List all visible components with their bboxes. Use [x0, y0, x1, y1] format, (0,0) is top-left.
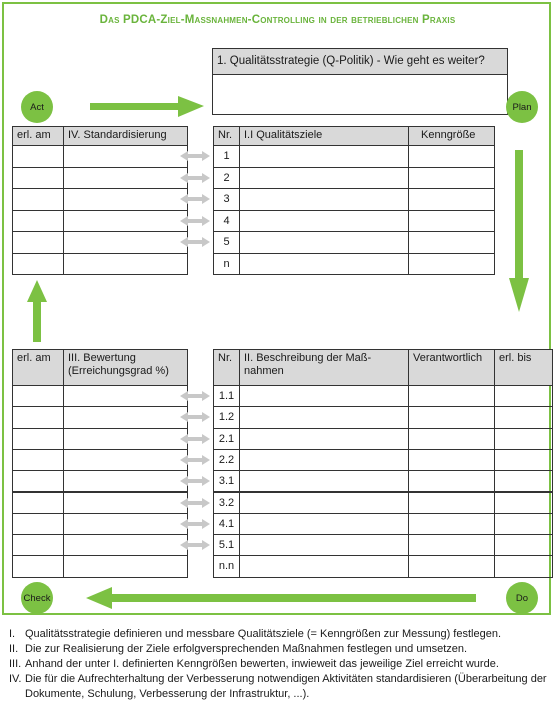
check-circle [21, 582, 53, 614]
do-row-desc [239, 534, 409, 556]
double-arrow-icon [180, 412, 210, 422]
do-row-nr: 1.1 [213, 385, 240, 407]
footnote-text: Die für die Aufrechterhaltung der Verbesserung notwendigen Aktivitäten standardisieren (Überarbeitung der Dokumente, Schulung, Verbesserung der Infrastruktur, ...). [25, 673, 547, 700]
check-row-eval [63, 513, 188, 535]
footnote-item [9, 627, 549, 642]
do-col-nr-header: Nr. [213, 349, 240, 386]
footnotes [9, 627, 549, 702]
plan-row-goal [239, 231, 409, 254]
check-row-eval [63, 428, 188, 450]
check-row-date [12, 449, 64, 471]
act-row-date [12, 145, 64, 168]
act-col-std-header: IV. Standardisierung [63, 126, 188, 146]
check-row-date [12, 555, 64, 577]
do-row-resp [408, 555, 495, 577]
check-row-eval [63, 534, 188, 556]
footnote-item [9, 672, 549, 702]
plan-row-kpi [408, 188, 495, 211]
do-row-resp [408, 406, 495, 428]
plan-row-goal [239, 145, 409, 168]
do-row-desc [239, 492, 409, 514]
double-arrow-icon [180, 391, 210, 401]
plan-row-nr: 1 [213, 145, 240, 168]
check-row-date [12, 492, 64, 514]
check-row-date [12, 428, 64, 450]
check-row-eval [63, 449, 188, 471]
double-arrow-icon [180, 434, 210, 444]
strategy-box [212, 48, 508, 115]
plan-row-goal [239, 167, 409, 190]
do-row-due [494, 449, 553, 471]
plan-row-kpi [408, 231, 495, 254]
plan-row-nr: 4 [213, 210, 240, 233]
check-row-date [12, 470, 64, 492]
do-row-desc [239, 428, 409, 450]
do-row-resp [408, 513, 495, 535]
footnote-item [9, 657, 549, 672]
do-row-resp [408, 428, 495, 450]
check-row-eval [63, 406, 188, 428]
do-row-resp [408, 492, 495, 514]
footnote-text: Anhand der unter I. definierten Kenngrößen bewerten, inwieweit das jeweilige Ziel erreicht wurde. [25, 658, 499, 670]
do-row-nr: 1.2 [213, 406, 240, 428]
do-label: Do [515, 592, 529, 604]
do-row-desc [239, 385, 409, 407]
double-arrow-icon [180, 151, 210, 161]
check-col-eval-header: III. Bewertung (Erreichungsgrad %) [63, 349, 188, 386]
act-circle [21, 91, 53, 123]
check-row-date [12, 385, 64, 407]
act-row-std [63, 167, 188, 190]
do-row-due [494, 470, 553, 492]
double-arrow-icon [180, 194, 210, 204]
do-row-desc [239, 555, 409, 577]
do-row-due [494, 534, 553, 556]
do-row-desc [239, 513, 409, 535]
double-arrow-icon [180, 540, 210, 550]
footnote-marker: III. [9, 658, 22, 670]
do-row-due [494, 555, 553, 577]
do-row-due [494, 406, 553, 428]
do-row-nr: 2.1 [213, 428, 240, 450]
strategy-header: 1. Qualitätsstrategie (Q-Politik) - Wie geht es weiter? [212, 48, 508, 75]
plan-row-nr: 3 [213, 188, 240, 211]
do-row-desc [239, 470, 409, 492]
do-row-desc [239, 449, 409, 471]
check-row-eval [63, 470, 188, 492]
act-row-date [12, 210, 64, 233]
do-row-nr: 4.1 [213, 513, 240, 535]
double-arrow-icon [180, 519, 210, 529]
plan-row-kpi [408, 210, 495, 233]
plan-row-nr: n [213, 253, 240, 276]
do-col-resp-header: Verantwortlich [408, 349, 495, 386]
do-row-desc [239, 406, 409, 428]
do-col-desc-header: II. Beschreibung der Maß-nahmen [239, 349, 409, 386]
act-row-std [63, 145, 188, 168]
double-arrow-icon [180, 476, 210, 486]
page-title: Das PDCA-Ziel-Maßnahmen-Controlling in der betrieblichen Praxis [99, 14, 456, 26]
check-row-date [12, 513, 64, 535]
plan-col-goals-header: I.I Qualitätsziele [239, 126, 409, 146]
act-row-date [12, 188, 64, 211]
act-row-std [63, 231, 188, 254]
do-row-resp [408, 470, 495, 492]
act-row-date [12, 167, 64, 190]
plan-col-kpi-header: Kenngröße [408, 126, 495, 146]
do-row-nr: 5.1 [213, 534, 240, 556]
act-row-std [63, 253, 188, 276]
do-row-nr: n.n [213, 555, 240, 577]
footnote-text: Qualitätsstrategie definieren und messbare Qualitätsziele (= Kenngrößen zur Messung) festlegen. [25, 628, 502, 640]
act-row-std [63, 188, 188, 211]
act-row-date [12, 253, 64, 276]
do-row-due [494, 428, 553, 450]
plan-row-goal [239, 188, 409, 211]
check-row-eval [63, 385, 188, 407]
check-label: Check [23, 592, 51, 604]
do-row-resp [408, 449, 495, 471]
act-label: Act [30, 101, 44, 113]
check-row-eval [63, 492, 188, 514]
footnote-item [9, 642, 549, 657]
double-arrow-icon [180, 498, 210, 508]
double-arrow-icon [180, 455, 210, 465]
plan-row-goal [239, 210, 409, 233]
plan-label: Plan [512, 101, 532, 113]
do-row-resp [408, 385, 495, 407]
do-row-due [494, 513, 553, 535]
do-row-nr: 3.1 [213, 470, 240, 492]
do-row-resp [408, 534, 495, 556]
plan-row-kpi [408, 167, 495, 190]
act-row-std [63, 210, 188, 233]
check-row-eval [63, 555, 188, 577]
plan-row-nr: 2 [213, 167, 240, 190]
plan-col-nr-header: Nr. [213, 126, 240, 146]
do-row-nr: 2.2 [213, 449, 240, 471]
double-arrow-icon [180, 173, 210, 183]
footnote-marker: IV. [9, 673, 22, 685]
check-row-date [12, 406, 64, 428]
plan-row-kpi [408, 145, 495, 168]
footnote-text: Die zur Realisierung der Ziele erfolgversprechenden Maßnahmen festlegen und umsetzen. [25, 643, 468, 655]
plan-row-goal [239, 253, 409, 276]
footnote-marker: I. [9, 628, 16, 640]
check-row-date [12, 534, 64, 556]
footnote-marker: II. [9, 643, 19, 655]
double-arrow-icon [180, 237, 210, 247]
do-row-nr: 3.2 [213, 492, 240, 514]
do-col-due-header: erl. bis [494, 349, 553, 386]
act-col-date-header: erl. am [12, 126, 64, 146]
do-row-due [494, 385, 553, 407]
plan-row-kpi [408, 253, 495, 276]
plan-row-nr: 5 [213, 231, 240, 254]
check-col-date-header: erl. am [12, 349, 64, 386]
act-row-date [12, 231, 64, 254]
do-circle [506, 582, 538, 614]
do-row-due [494, 492, 553, 514]
double-arrow-icon [180, 216, 210, 226]
plan-circle [506, 91, 538, 123]
